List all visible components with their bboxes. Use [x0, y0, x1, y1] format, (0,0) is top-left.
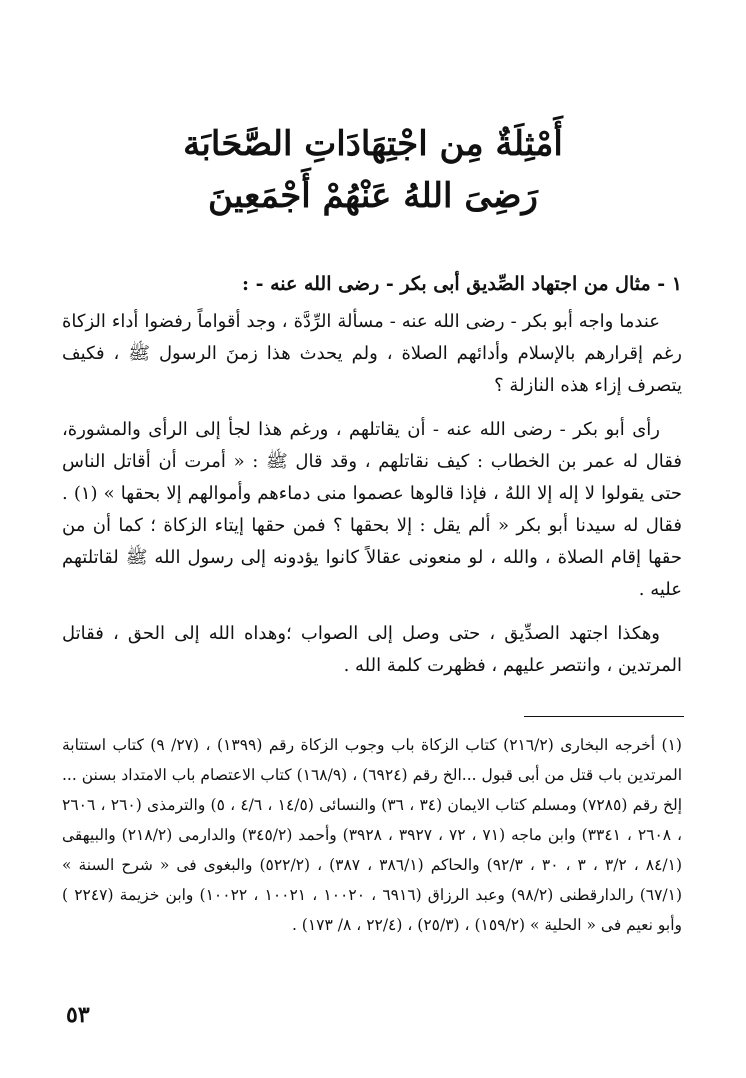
paragraph-2: رأى أبو بكر - رضى الله عنه - أن يقاتلهم ، ورغم هذا لجأ إلى الرأى والمشورة، فقال له عمر بن الخطاب : كيف نقاتلهم ، وقد قال ﷺ : « أمرت أن أقاتل الناس حتى يقولوا لا إله إلا اللهُ ، فإذا قالوها عصموا منى دماءهم وأموالهم إلا بحقها » (١) . فقال له سيدنا أبو بكر « ألم يقل : إلا بحقها ؟ فمن حقها إيتاء الزكاة ؛ كما أن من حقها إقام الصلاة ، والله ، لو منعونى عقالاً كانوا يؤدونه إلى رسول الله ﷺ لقاتلتهم عليه . — [62, 419, 682, 600]
footnote-divider — [524, 716, 684, 717]
page-title — [0, 118, 746, 222]
page-number: ٥٣ — [66, 1002, 90, 1028]
footnote-1: (١) أخرجه البخارى (٢١٦/٢) كتاب الزكاة باب وجوب الزكاة رقم (١٣٩٩) ، (٢٧/ ٩) كتاب استتابة المرتدين باب قتل من أبى قبول ...الخ رقم (٦٩٢٤) ، (١٦٨/٩) كتاب الاعتصام باب الامتداد بسنن ... إلخ رقم (٧٢٨٥) ومسلم كتاب الايمان (٣٤ ، ٣٦) والنسائى (١٤/٥ ، ٤/٦ ، ٥) والترمذى (٢٦٠ ، ٢٦٠٦ ، ٢٦٠٨ ، ٣٣٤١) وابن ماجه (٧١ ، ٧٢ ، ٣٩٢٧ ، ٣٩٢٨) وأحمد (٣٤٥/٢) والدارمى (٢١٨/٢) والبيهقى (٨٤/١ ، ٣/٢ ، ٣ ، ٣٠ ، ٩٢/٣) والحاكم (٣٨٦/١ ، ٣٨٧) ، (٥٢٢/٢) والبغوى فى « شرح السنة » (٦٧/١) رالدارقطنى (٩٨/٢) وعبد الرزاق (٦٩١٦ ، ١٠٠٢٠ ، ١٠٠٢١ ، ١٠٠٢٢) وابن خزيمة (٢٢٤٧ ) وأبو نعيم فى « الحلية » (١٥٩/٢) ، (٢٥/٣) ، (٢٢/٤ ، ٨/ ١٧٣) . — [62, 736, 683, 934]
paragraph-3: وهكذا اجتهد الصدِّيق ، حتى وصل إلى الصواب ؛وهداه الله إلى الحق ، فقاتل المرتدين ، وانتصر عليهم ، فظهرت كلمة الله . — [62, 623, 682, 676]
title-line-2: رَضِىَ اللهُ عَنْهُمْ أَجْمَعِينَ — [208, 176, 538, 216]
paragraph-1: عندما واجه أبو بكر - رضى الله عنه - مسألة الرِّدَّة ، وجد أقواماً رفضوا أداء الزكاة رغم إقرارهم بالإسلام وأدائهم الصلاة ، ولم يحدث هذا زمنَ الرسول ﷺ ، فكيف يتصرف إزاء هذه النازلة ؟ — [62, 311, 682, 396]
footnotes — [62, 730, 682, 940]
main-text — [62, 268, 682, 694]
title-line-1: أَمْثِلَةٌ مِن اجْتِهَادَاتِ الصَّحَابَة — [183, 124, 563, 164]
section-heading: ١ - مثال من اجتهاد الصِّديق أبى بكر - رضى الله عنه - : — [241, 273, 682, 295]
